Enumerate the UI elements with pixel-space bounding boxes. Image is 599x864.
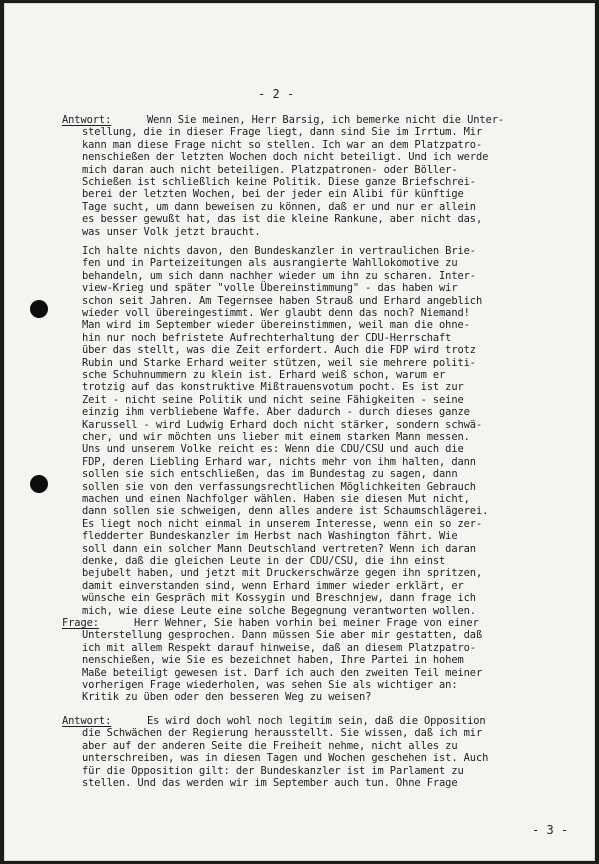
text-line: Es wird doch wohl noch legitim sein, daß die Opposition — [147, 715, 486, 727]
text-line: für die Opposition gilt: der Bundeskanzler ist im Parlament zu — [82, 764, 464, 777]
text-line: unterschreiben, was in diesen Tagen und Wochen geschehen ist. Auch — [82, 752, 489, 765]
text-line: die Schwächen der Regierung herausstellt. Sie wissen, daß ich mir — [82, 727, 483, 740]
text-line: Unterstellung gesprochen. Dann müssen Sie aber mir gestatten, daß — [82, 629, 483, 642]
text-line: vorherigen Frage wiederholen, was sehen Sie als wichtiger an: — [82, 679, 458, 691]
document-page — [4, 3, 595, 861]
speaker-label: Antwort: — [62, 114, 112, 126]
text-line: was unser Volk jetzt braucht. — [82, 225, 261, 238]
text-line: aber auf der anderen Seite die Freiheit nehme, nicht alles zu — [82, 739, 458, 752]
text-line: nenschießen, wie Sie es bezeichnet haben, Ihre Partei in hohem — [82, 654, 464, 667]
text-line: hin nur noch befristete Aufrechterhaltung der CDU-Herrschaft — [82, 331, 452, 344]
text-line: fen und in Parteizeitungen als ausrangierte Wahllokomotive zu — [82, 257, 458, 270]
text-line: Zeit - nicht seine Politik und nicht seine Fähigkeiten - seine — [82, 393, 464, 406]
speaker-label: Frage: — [62, 617, 99, 629]
text-line: damit einverstanden sind, wenn Erhard immer wieder erklärt, er — [82, 579, 464, 592]
text-line: sche Schuhnummern zu klein ist. Erhard weiß schon, warum er — [82, 369, 446, 381]
text-line: Uns und unserem Volke reicht es: Wenn die CDU/CSU und auch die — [82, 443, 464, 456]
text-line: sollen sie von den verfassungsrechtlichen Möglichkeiten Gebrauch — [82, 480, 476, 493]
text-line: berei der letzten Wochen, bei der jeder ein Alibi für künftige — [82, 188, 464, 201]
text-line: view-Krieg und später "volle Übereinstimmung" - das haben wir — [82, 282, 458, 295]
text-line: bejubelt haben, und jetzt mit Druckerschwärze gegen ihn spritzen, — [82, 567, 483, 580]
text-line: fledderter Bundeskanzler im Herbst nach Washington fährt. Wie — [82, 530, 458, 543]
text-line: über das stellt, was die Zeit erfordert. Auch die FDP wird trotz — [82, 344, 476, 357]
text-line: cher, und wir möchten uns lieber mit einem starken Mann messen. — [82, 431, 470, 443]
text-line: es besser gewußt hat, das ist die kleine Rankune, aber nicht das, — [82, 213, 483, 226]
text-line: Karussell - wird Ludwig Erhard doch nicht stärker, sondern schwä- — [82, 418, 483, 431]
punch-hole — [30, 300, 48, 318]
text-line: wieder voll übereingestimmt. Wer glaubt denn das noch? Niemand! — [82, 307, 470, 319]
text-line: Maße beteiligt gewesen ist. Darf ich auch den zweiten Teil meiner — [82, 666, 483, 679]
text-line: Schießen ist schließlich keine Politik. Diese ganze Briefschrei- — [82, 176, 476, 188]
text-line: sollen sie sich entschließen, das im Bundestag zu sagen, dann — [82, 468, 458, 481]
text-line: wünsche ein Gespräch mit Kossygin und Breschnjew, dann frage ich — [82, 592, 476, 605]
text-line: trotzig auf das konstruktive Mißtrauensvotum pocht. Es ist zur — [82, 381, 464, 394]
punch-hole — [30, 475, 48, 493]
text-line: schon seit Jahren. Am Tegernsee haben Strauß und Erhard angeblich — [82, 294, 483, 307]
text-line: machen und einen Nachfolger wählen. Haben sie diesen Mut nicht, — [82, 493, 470, 505]
text-line: kann man diese Frage nicht so stellen. Ich war an dem Platzpatro- — [82, 138, 483, 151]
text-line: Wenn Sie meinen, Herr Barsig, ich bemerke nicht die Unter- — [147, 114, 505, 126]
next-page-marker: - 3 - — [532, 823, 569, 837]
text-line: soll dann ein solcher Mann Deutschland vertreten? Wenn ich daran — [82, 542, 476, 555]
text-line: Man wird im September wieder übereinstimmen, weil man die ohne- — [82, 319, 470, 332]
text-line: ich mit allem Respekt darauf hinweise, daß an diesem Platzpatro- — [82, 641, 476, 654]
speaker-label: Antwort: — [62, 715, 112, 727]
text-line: Es liegt noch nicht einmal in unserem Interesse, wenn ein so zer- — [82, 517, 483, 530]
text-line: Kritik zu üben oder den besseren Weg zu weisen? — [82, 691, 372, 704]
text-line: nenschießen der letzten Wochen doch nicht beteiligt. Und ich werde — [82, 151, 489, 164]
text-line: FDP, deren Liebling Erhard war, nichts mehr von ihm halten, dann — [82, 455, 476, 468]
text-line: einzig ihm verbliebene Waffe. Aber dadurch - durch dieses ganze — [82, 406, 470, 419]
text-line: Herr Wehner, Sie haben vorhin bei meiner Frage von einer — [134, 617, 479, 629]
text-line: stellen. Und das werden wir im September auch tun. Ohne Frage — [82, 777, 458, 789]
text-line: mich daran auch nicht beteiligen. Platzpatronen- oder Böller- — [82, 163, 458, 176]
text-line: behandeln, um sich dann nachher wieder um ihn zu scharen. Inter- — [82, 269, 476, 282]
text-line: dann sollen sie schweigen, denn alles andere ist Schaumschlägerei. — [82, 505, 489, 518]
text-line: Rubin und Starke Erhard weiter stützen, weil sie mehrere politi- — [82, 356, 476, 369]
page-number: - 2 - — [258, 87, 295, 101]
text-line: denke, daß die gleichen Leute in der CDU/CSU, die ihn einst — [82, 555, 446, 567]
text-line: mich, wie diese Leute eine solche Begegnung verantworten wollen. — [82, 604, 476, 617]
text-line: stellung, die in dieser Frage liegt, dann sind Sie im Irrtum. Mir — [82, 126, 483, 139]
text-line: Ich halte nichts davon, den Bundeskanzler in vertraulichen Brie- — [82, 245, 476, 257]
text-line: Tage sucht, um dann beweisen zu können, daß er und nur er allein — [82, 200, 476, 213]
